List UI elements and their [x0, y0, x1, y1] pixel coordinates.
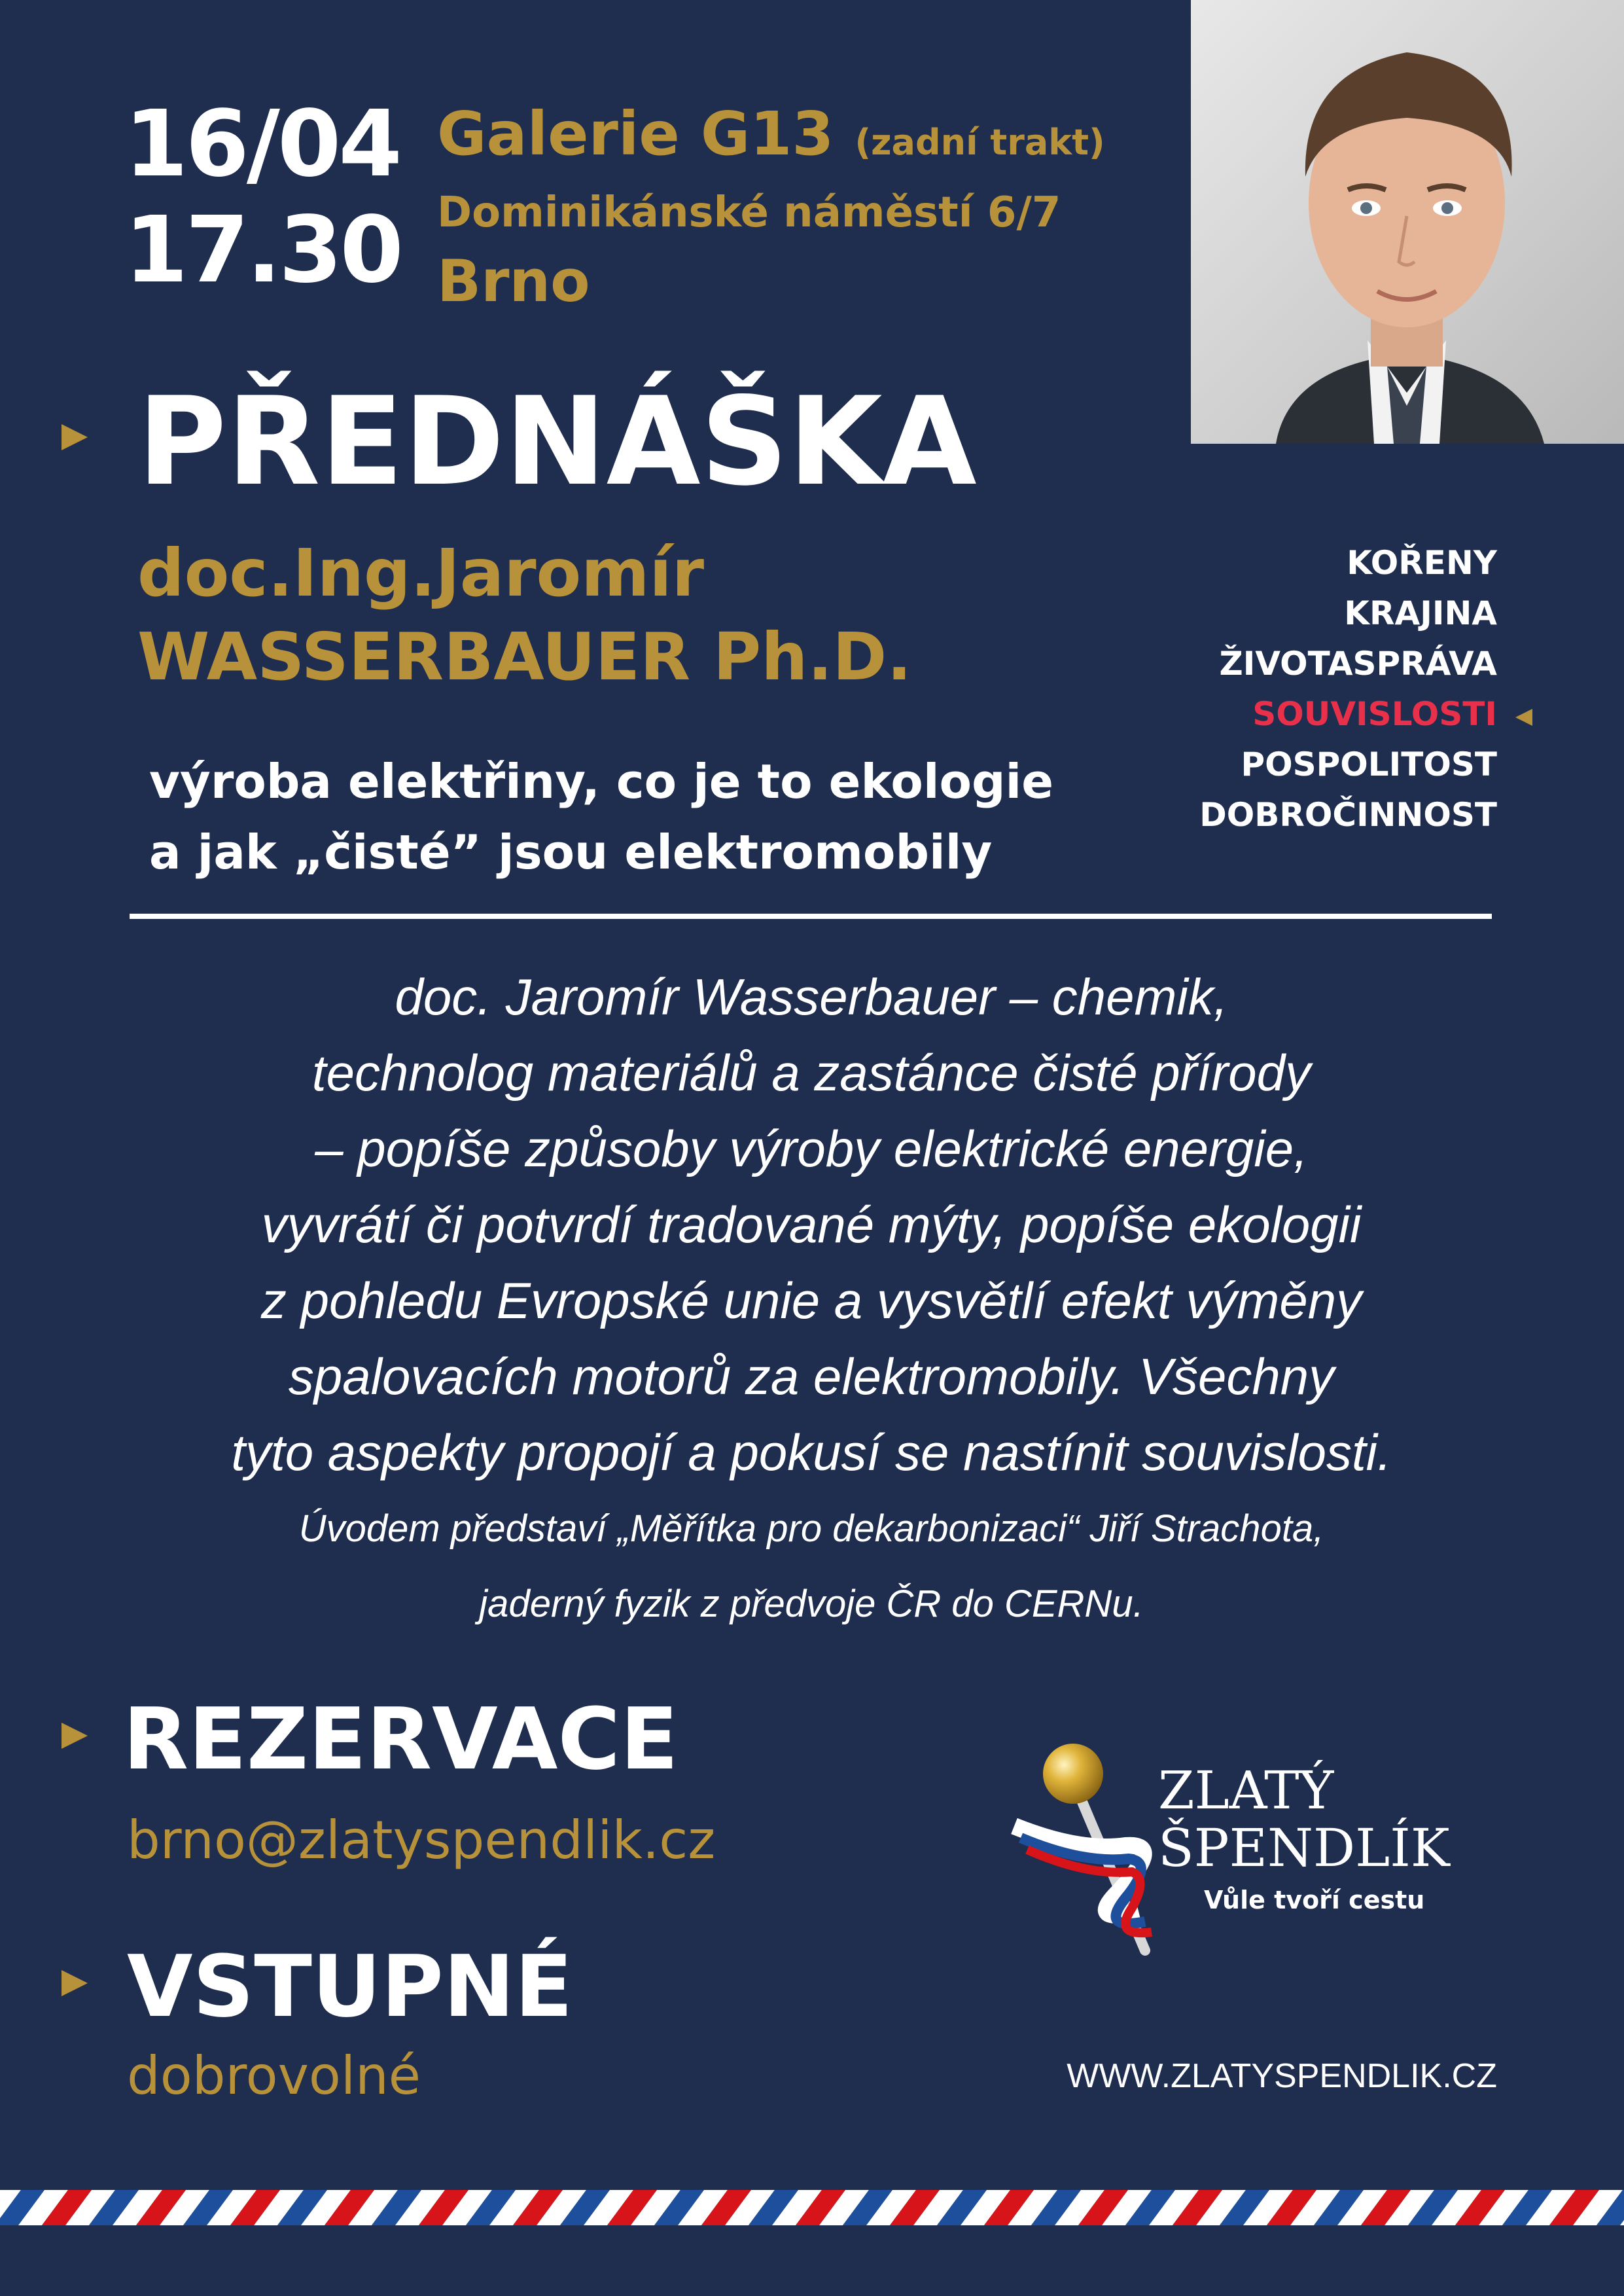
logo-wordmark	[1158, 1762, 1450, 1877]
description-line: tyto aspekty propojí a pokusí se nastínit souvislosti.	[231, 1424, 1392, 1481]
description-line: vyvrátí či potvrdí tradované mýty, popíše ekologii	[261, 1196, 1362, 1253]
venue-city: Brno	[437, 247, 590, 315]
speaker-name-line2: WASSERBAUER Ph.D.	[137, 619, 912, 695]
website-link[interactable]: WWW.ZLATYSPENDLIK.CZ	[1067, 2057, 1497, 2095]
venue-street: Dominikánské náměstí 6/7	[437, 188, 1061, 237]
event-time: 17.30	[124, 197, 401, 304]
lecture-subtitle	[149, 746, 1053, 888]
event-datetime	[124, 92, 401, 304]
intro-line: Úvodem představí „Měřítka pro dekarbonizaci“ Jiří Strachota,	[298, 1507, 1324, 1550]
topics-list	[1199, 538, 1497, 840]
speaker-name-line1: doc.Ing.Jaromír	[137, 535, 705, 611]
description-line: spalovacích motorů za elektromobily. Všechny	[288, 1348, 1335, 1405]
bullet-triangle-icon	[62, 1723, 88, 1749]
speaker-photo	[1191, 0, 1624, 444]
logo-name-line1: ZLATÝ	[1158, 1760, 1334, 1821]
description-line: doc. Jaromír Wasserbauer – chemik,	[395, 968, 1228, 1026]
logo-name-line2: ŠPENDLÍK	[1158, 1818, 1450, 1878]
active-topic-pointer-icon	[1515, 709, 1532, 726]
bullet-triangle-icon	[62, 424, 88, 450]
event-date: 16/04	[124, 91, 400, 198]
topic-item: ŽIVOTASPRÁVA	[1219, 645, 1497, 683]
portrait-illustration	[1191, 0, 1624, 444]
intro-line: jaderný fyzik z předvoje ČR do CERNu.	[479, 1583, 1144, 1625]
description-line: technolog materiálů a zastánce čisté přírody	[311, 1044, 1311, 1102]
subtitle-line1: výroba elektřiny, co je to ekologie	[149, 754, 1054, 809]
topic-item-active: SOUVISLOSTI	[1252, 695, 1497, 733]
venue-note: (zadní trakt)	[855, 122, 1105, 163]
entry-value: dobrovolné	[127, 2045, 421, 2106]
description-line: – popíše způsoby výroby elektrické energie,	[315, 1120, 1308, 1177]
lecture-description	[92, 959, 1531, 1490]
venue-name: Galerie G13	[437, 99, 834, 169]
topic-item: KOŘENY	[1347, 544, 1497, 582]
logo-tagline: Vůle tvoří cestu	[1204, 1886, 1425, 1914]
lecture-heading: PŘEDNÁŠKA	[137, 370, 977, 512]
topic-item: POSPOLITOST	[1241, 745, 1497, 783]
reservation-label: REZERVACE	[123, 1689, 679, 1789]
speaker-name	[137, 531, 911, 699]
description-line: z pohledu Evropské unie a vysvětlí efekt výměny	[260, 1272, 1362, 1329]
topic-item: DOBROČINNOST	[1199, 796, 1497, 834]
divider-line	[130, 914, 1492, 919]
event-venue	[437, 98, 1105, 316]
flag-stripe-border	[0, 2190, 1624, 2225]
entry-label: VSTUPNÉ	[127, 1937, 573, 2036]
reservation-email-link[interactable]: brno@zlatyspendlik.cz	[127, 1810, 716, 1871]
topic-item: KRAJINA	[1344, 594, 1497, 632]
subtitle-line2: a jak „čisté” jsou elektromobily	[149, 825, 993, 880]
bullet-triangle-icon	[62, 1970, 88, 1996]
intro-note	[92, 1491, 1531, 1641]
